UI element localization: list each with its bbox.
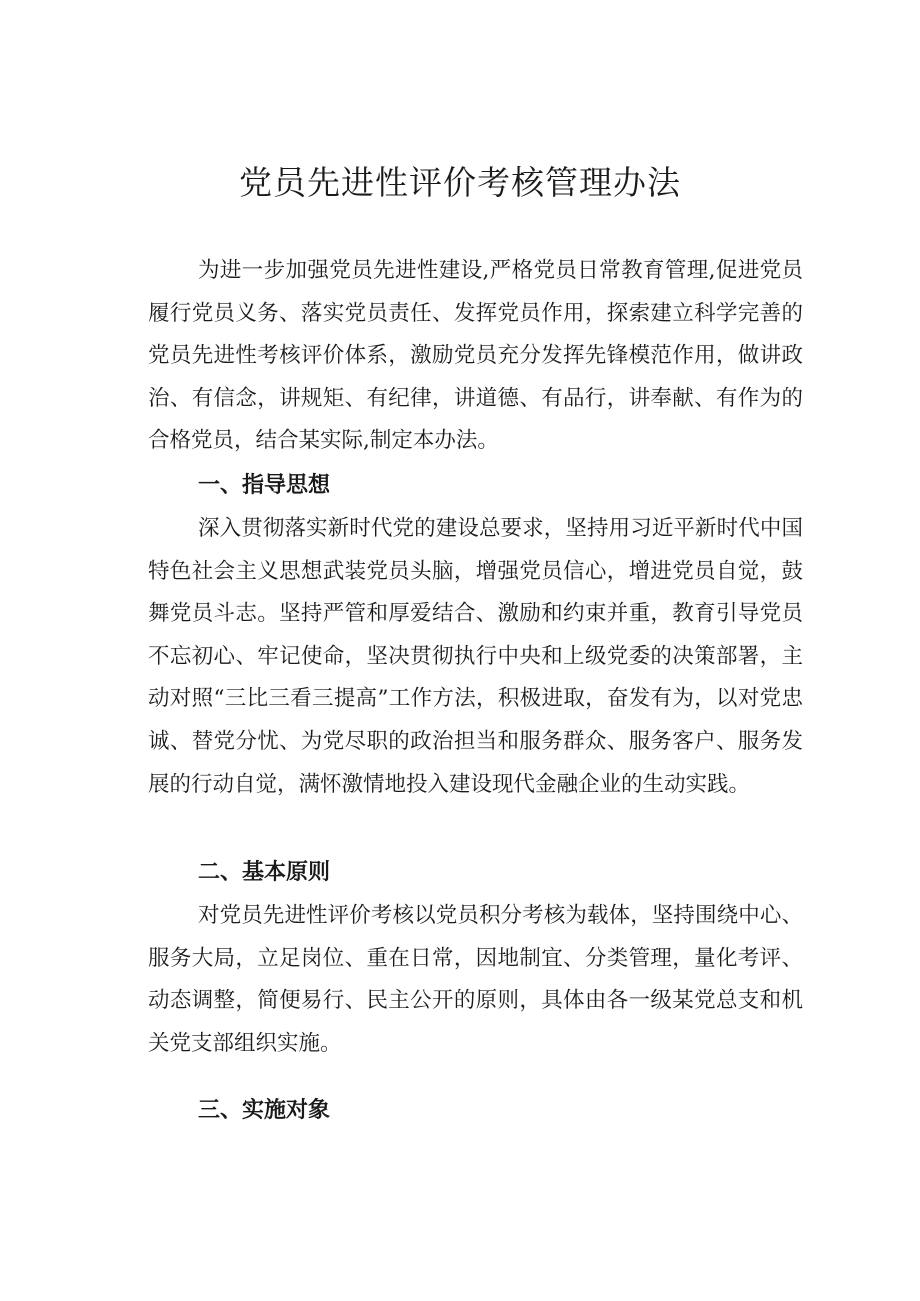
section-heading-implementation-targets: 三、实施对象: [198, 1098, 331, 1123]
document-title: 党员先进性评价考核管理办法: [239, 163, 681, 202]
section-body-guiding-ideology: 深入贯彻落实新时代党的建设总要求，坚持用习近平新时代中国特色社会主义思想武装党员头脑，增强党员信心，增进党员自觉，鼓舞党员斗志。坚持严管和厚爱结合、激励和约束并重，教育引导党员不忘初心、牢记使命，坚决贯彻执行中央和上级党委的决策部署，主动对照“三比三看三提高”工作方法，积极进取，奋发有为，以对党忠诚、替党分忧、为党尽职的政治担当和服务群众、服务客户、服务发展的行动自觉，满怀激情地投入建设现代金融企业的生动实践。: [148, 516, 803, 797]
section-heading-basic-principles: 二、基本原则: [198, 860, 331, 885]
intro-paragraph: 为进一步加强党员先进性建设,严格党员日常教育管理,促进党员履行党员义务、落实党员责任、发挥党员作用，探索建立科学完善的党员先进性考核评价体系，激励党员充分发挥先锋模范作用，做讲政治、有信念，讲规矩、有纪律，讲道德、有品行，讲奉献、有作为的合格党员，结合某实际,制定本办法。: [148, 258, 803, 454]
section-heading-guiding-ideology: 一、指导思想: [198, 473, 331, 498]
section-body-basic-principles: 对党员先进性评价考核以党员积分考核为载体，坚持围绕中心、服务大局，立足岗位、重在日常，因地制宜、分类管理，量化考评、动态调整，简便易行、民主公开的原则，具体由各一级某党总支和机关党支部组织实施。: [148, 903, 803, 1056]
